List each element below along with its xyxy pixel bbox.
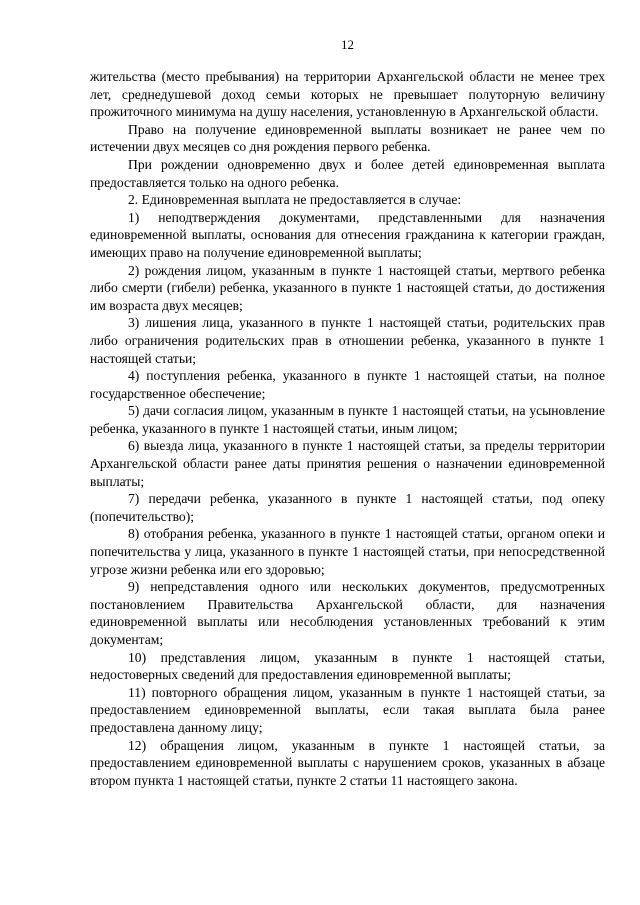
list-item: 11) повторного обращения лицом, указанным в пункте 1 настоящей статьи, за предоставлением единовременной выплаты, если такая выплата была ранее предоставлена данному лицу; <box>90 684 605 735</box>
paragraph-continuation: жительства (место пребывания) на территории Архангельской области не менее трех лет, среднедушевой доход семьи которых не превышает полуторную величину прожиточного минимума на душу населения, установленную в Архангельской области. <box>90 69 605 120</box>
document-body <box>90 68 605 789</box>
list-item: 12) обращения лицом, указанным в пункте 1 настоящей статьи, за предоставлением единовременной выплаты с нарушением сроков, указанных в абзаце втором пункта 1 настоящей статьи, пункте 2 статьи 11 настоящего закона. <box>90 737 605 788</box>
list-item: 2) рождения лицом, указанным в пункте 1 настоящей статьи, мертвого ребенка либо смерти (гибели) ребенка, указанного в пункте 1 настоящей статьи, до достижения им возраста двух месяцев; <box>90 262 605 313</box>
list-item: 3) лишения лица, указанного в пункте 1 настоящей статьи, родительских прав либо ограничения родительских прав в отношении ребенка, указанного в пункте 1 настоящей статьи; <box>90 315 605 366</box>
list-item: 1) неподтверждения документами, представленными для назначения единовременной выплаты, основания для отнесения гражданина к категории граждан, имеющих право на получение единовременной выплаты; <box>90 209 605 260</box>
list-item: 10) представления лицом, указанным в пункте 1 настоящей статьи, недостоверных сведений для предоставления единовременной выплаты; <box>90 649 605 683</box>
list-item: 4) поступления ребенка, указанного в пункте 1 настоящей статьи, на полное государственное обеспечение; <box>90 368 605 401</box>
list-item: 9) непредставления одного или нескольких документов, предусмотренных постановлением Правительства Архангельской области, для назначения единовременной выплаты или несоблюдения установленных требований к этим документам; <box>90 579 605 647</box>
list-item: 7) передачи ребенка, указанного в пункте 1 настоящей статьи, под опеку (попечительство); <box>90 491 605 524</box>
list-item: 5) дачи согласия лицом, указанным в пункте 1 настоящей статьи, на усыновление ребенка, указанного в пункте 1 настоящей статьи, иным лицом; <box>90 403 605 436</box>
paragraph: Право на получение единовременной выплаты возникает не ранее чем по истечении двух месяцев со дня рождения первого ребенка. <box>90 121 605 155</box>
list-item: 8) отобрания ребенка, указанного в пункте 1 настоящей статьи, органом опеки и попечительства у лица, указанного в пункте 1 настоящей статьи, при непосредственной угрозе жизни ребенка или его здоровью; <box>90 526 605 577</box>
list-item: 6) выезда лица, указанного в пункте 1 настоящей статьи, за пределы территории Архангельской области ранее даты принятия решения о назначении единовременной выплаты; <box>90 438 605 489</box>
paragraph: При рождении одновременно двух и более детей единовременная выплата предоставляется только на одного ребенка. <box>90 156 605 190</box>
paragraph-clause-heading: 2. Единовременная выплата не предоставляется в случае: <box>128 192 462 208</box>
page-number: 12 <box>341 37 354 52</box>
